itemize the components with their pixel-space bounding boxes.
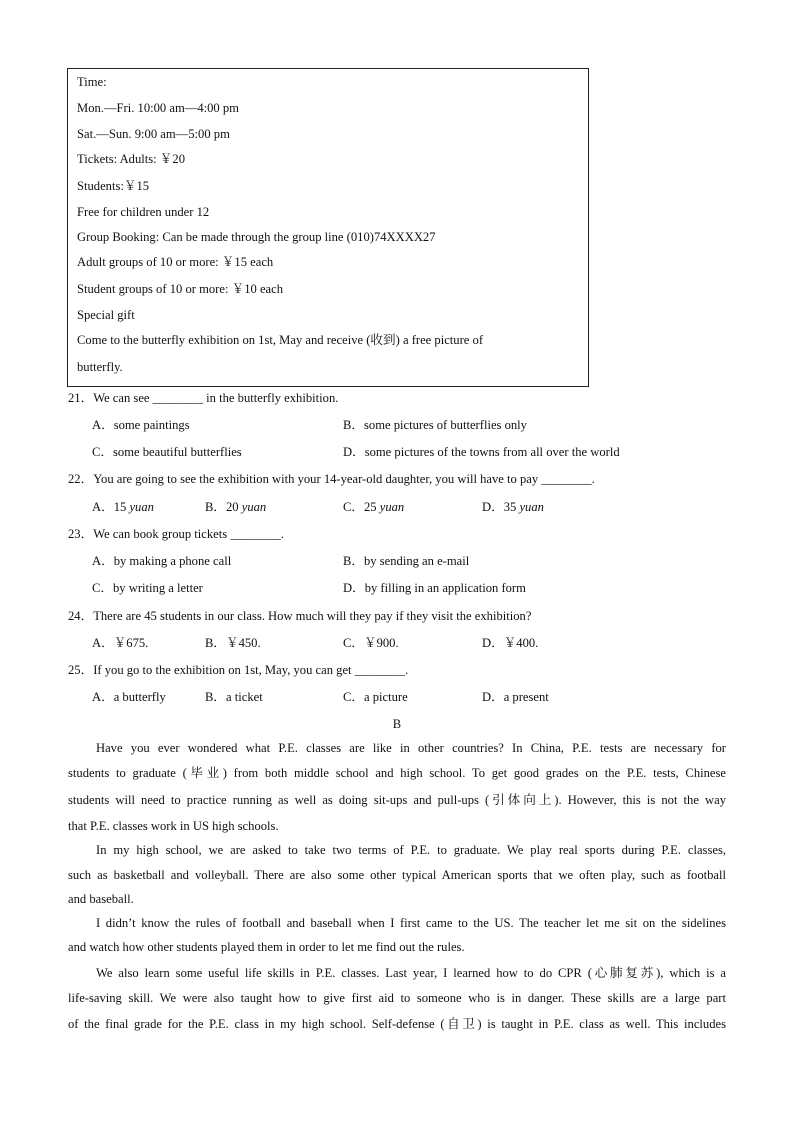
question-23-option-c: C．by writing a letter — [92, 581, 203, 595]
question-23-option-d: D．by filling in an application form — [343, 581, 526, 595]
question-23-option-a: A．by making a phone call — [92, 554, 232, 568]
passage-b-heading: B — [392, 717, 402, 731]
question-22-stem: 22．You are going to see the exhibition with your 14-year-old daughter, you will have to pay ________. — [68, 472, 595, 486]
notice-line-time: Time: — [77, 75, 107, 89]
passage-line: We also learn some useful life skills in P.E. classes. Last year, I learned how to do CPR (心肺复苏), which is a — [96, 966, 726, 980]
notice-line-gift-detail: Come to the butterfly exhibition on 1st, May and receive (收到) a free picture of — [77, 333, 484, 347]
passage-line: Have you ever wondered what P.E. classes are like in other countries? In China, P.E. tests are necessary for — [96, 741, 726, 755]
question-22-option-d: D．35 yuan — [482, 500, 544, 514]
notice-line-free-children: Free for children under 12 — [77, 205, 210, 219]
notice-line-special-gift: Special gift — [77, 308, 135, 322]
question-25-option-a: A．a butterfly — [92, 690, 166, 704]
passage-line: I didn’t know the rules of football and baseball when I first came to the US. The teacher let me sit on the sidelines — [96, 916, 726, 930]
passage-line: In my high school, we are asked to take two terms of P.E. to graduate. We play real sports during P.E. classes, — [96, 843, 726, 857]
question-21-option-a: A．some paintings — [92, 418, 190, 432]
passage-line: such as basketball and volleyball. There are also some other typical American sports that we often play, such as football — [68, 868, 726, 882]
passage-line: students will need to practice running as well as doing sit-ups and pull-ups (引体向上). However, this is not the way — [68, 793, 726, 807]
question-23-stem: 23．We can book group tickets ________. — [68, 527, 284, 541]
question-21-option-c: C．some beautiful butterflies — [92, 445, 242, 459]
notice-line-adult-groups: Adult groups of 10 or more: ￥15 each — [77, 255, 274, 269]
question-25-option-c: C．a picture — [343, 690, 408, 704]
question-24-option-a: A．￥675. — [92, 636, 149, 650]
question-24-option-b: B．￥450. — [205, 636, 261, 650]
question-24-stem: 24．There are 45 students in our class. How much will they pay if they visit the exhibition? — [68, 609, 532, 623]
question-21-stem: 21．We can see ________ in the butterfly exhibition. — [68, 391, 339, 405]
question-23-option-b: B．by sending an e-mail — [343, 554, 470, 568]
passage-line: that P.E. classes work in US high schools. — [68, 819, 279, 833]
question-22-option-b: B．20 yuan — [205, 500, 267, 514]
question-22-option-a: A．15 yuan — [92, 500, 154, 514]
notice-line-group-booking: Group Booking: Can be made through the group line (010)74XXXX27 — [77, 230, 436, 244]
question-25-option-b: B．a ticket — [205, 690, 263, 704]
notice-line-student-groups: Student groups of 10 or more: ￥10 each — [77, 282, 284, 296]
notice-line-adult-tickets: Tickets: Adults: ￥20 — [77, 152, 185, 166]
passage-line: life-saving skill. We were also taught how to give first aid to someone who is in danger. These skills are a large part — [68, 991, 726, 1005]
question-25-option-d: D．a present — [482, 690, 549, 704]
question-21-option-b: B．some pictures of butterflies only — [343, 418, 527, 432]
passage-line: and watch how other students played them in order to let me find out the rules. — [68, 940, 465, 954]
question-25-stem: 25．If you go to the exhibition on 1st, May, you can get ________. — [68, 663, 409, 677]
passage-line: and baseball. — [68, 892, 134, 906]
question-24-option-c: C．￥900. — [343, 636, 399, 650]
passage-line: of the final grade for the P.E. class in my high school. Self-defense (自卫) is taught in P.E. class as well. This includes — [68, 1017, 726, 1031]
passage-line: students to graduate (毕业) from both middle school and high school. To get good grades on the P.E. tests, Chinese — [68, 766, 726, 780]
notice-line-student-tickets: Students:￥15 — [77, 179, 150, 193]
notice-line-weekend-hours: Sat.—Sun. 9:00 am—5:00 pm — [77, 127, 230, 141]
notice-line-gift-detail-end: butterfly. — [77, 360, 123, 374]
question-22-option-c: C．25 yuan — [343, 500, 405, 514]
notice-line-weekday-hours: Mon.—Fri. 10:00 am—4:00 pm — [77, 101, 239, 115]
question-24-option-d: D．￥400. — [482, 636, 539, 650]
question-21-option-d: D．some pictures of the towns from all over the world — [343, 445, 620, 459]
